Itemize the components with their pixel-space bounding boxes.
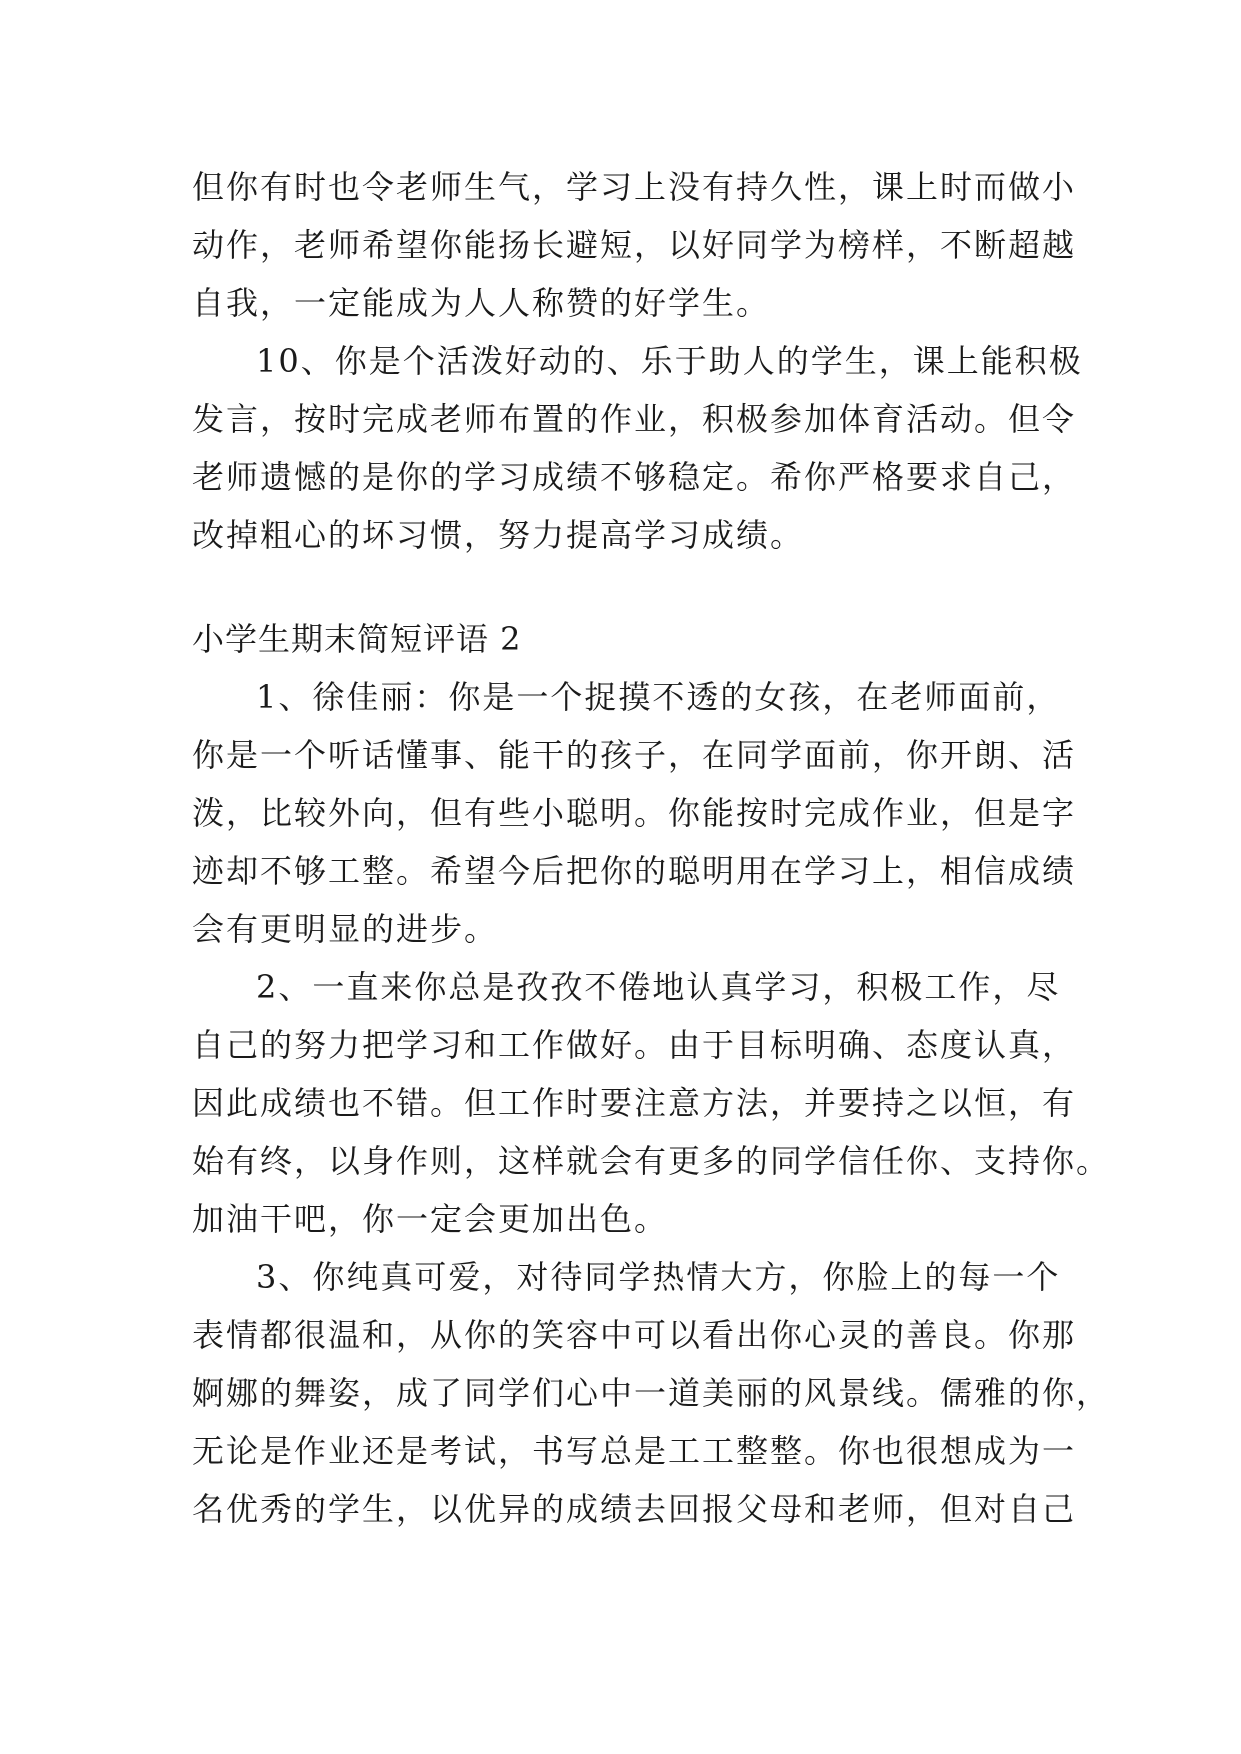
text-line: 3、你纯真可爱，对待同学热情大方，你脸上的每一个 [256, 1258, 1061, 1296]
text-line: 改掉粗心的坏习惯，努力提高学习成绩。 [192, 516, 805, 554]
text-line: 始有终，以身作则，这样就会有更多的同学信任你、支持你。 [192, 1142, 1111, 1180]
text-line: 表情都很温和，从你的笑容中可以看出你心灵的善良。你那 [192, 1316, 1077, 1354]
text-line: 会有更明显的进步。 [192, 910, 499, 948]
text-line: 因此成绩也不错。但工作时要注意方法，并要持之以恒，有 [192, 1084, 1077, 1122]
comment-item-3 [192, 1248, 1111, 1538]
text-line: 迹却不够工整。希望今后把你的聪明用在学习上，相信成绩 [192, 852, 1077, 890]
comment-item-1 [192, 668, 1077, 958]
text-line: 自己的努力把学习和工作做好。由于目标明确、态度认真， [192, 1026, 1077, 1064]
text-line: 2、一直来你总是孜孜不倦地认真学习，积极工作，尽 [256, 968, 1061, 1006]
text-line: 无论是作业还是考试，书写总是工工整整。你也很想成为一 [192, 1432, 1077, 1470]
comment-item-2 [192, 958, 1111, 1248]
section-spacer [192, 564, 1052, 610]
text-line: 动作，老师希望你能扬长避短，以好同学为榜样，不断超越 [192, 226, 1077, 264]
text-line: 你是一个听话懂事、能干的孩子，在同学面前，你开朗、活 [192, 736, 1077, 774]
text-line: 发言，按时完成老师布置的作业，积极参加体育活动。但令 [192, 400, 1077, 438]
paragraph-continuation [192, 158, 1077, 332]
text-line: 泼，比较外向，但有些小聪明。你能按时完成作业，但是字 [192, 794, 1077, 832]
text-line: 婀娜的舞姿，成了同学们心中一道美丽的风景线。儒雅的你， [192, 1374, 1111, 1412]
document-page [192, 158, 1111, 1538]
text-line: 自我，一定能成为人人称赞的好学生。 [192, 284, 771, 322]
text-line: 名优秀的学生，以优异的成绩去回报父母和老师，但对自己 [192, 1490, 1077, 1528]
text-line: 10、你是个活泼好动的、乐于助人的学生，课上能积极 [256, 342, 1083, 380]
section-heading: 小学生期末简短评语 2 [192, 620, 522, 658]
text-line: 但你有时也令老师生气，学习上没有持久性，课上时而做小 [192, 168, 1077, 206]
comment-item-10 [192, 332, 1083, 564]
text-line: 老师遗憾的是你的学习成绩不够稳定。希你严格要求自己， [192, 458, 1077, 496]
text-line: 加油干吧，你一定会更加出色。 [192, 1200, 669, 1238]
text-line: 1、徐佳丽：你是一个捉摸不透的女孩，在老师面前， [256, 678, 1061, 716]
